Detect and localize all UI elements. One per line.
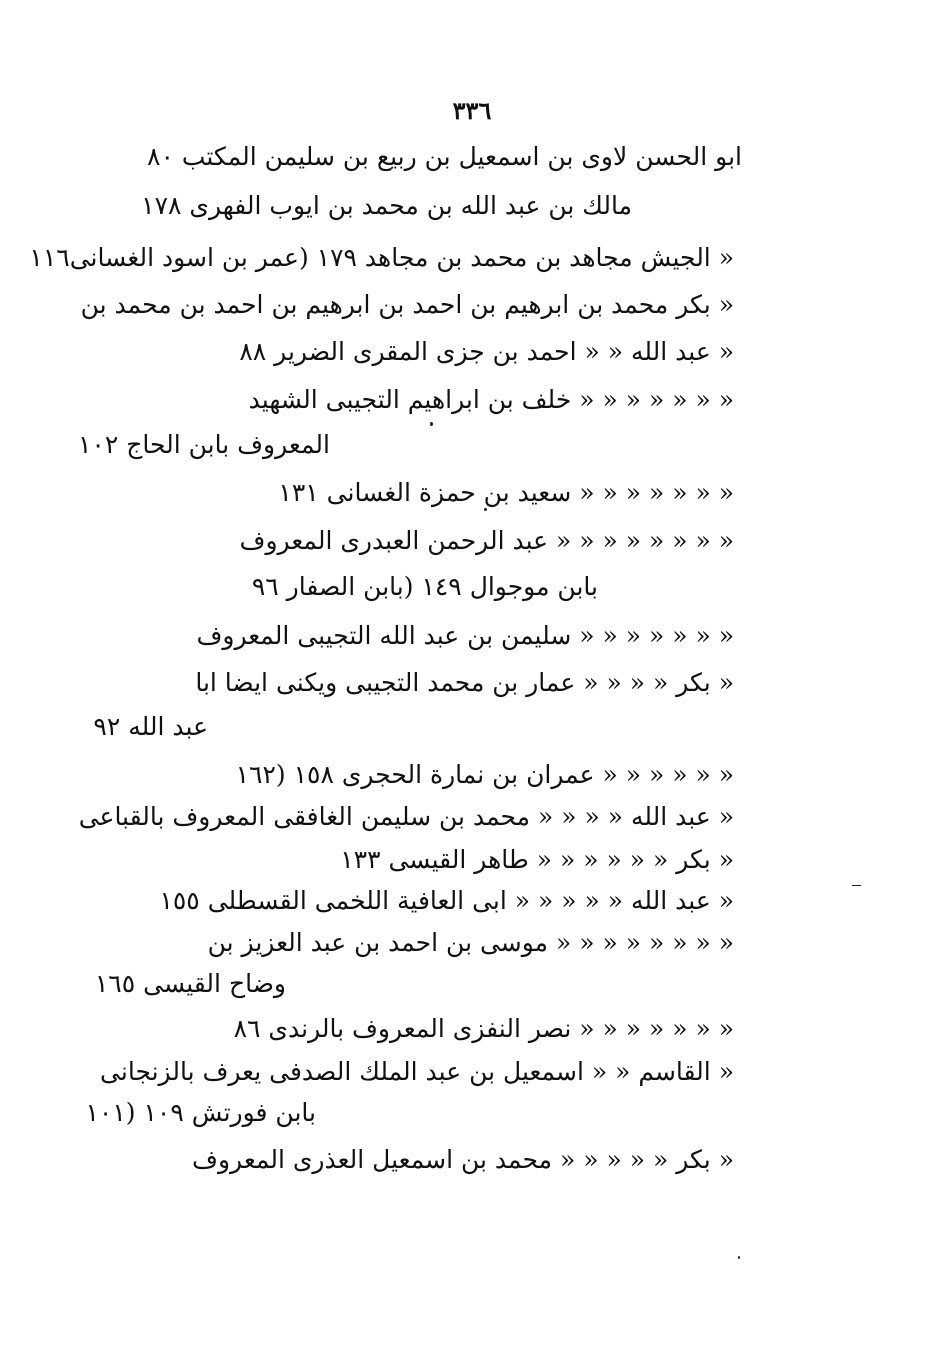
text-line: « عبد الله « « « « محمد بن سليمن الغافقى المعروف بالقباعى	[78, 802, 734, 831]
text-line: ابو الحسن لاوى بن اسمعيل بن ربيع بن سليمن المكتب ٨٠	[147, 142, 742, 171]
text-line: المعروف بابن الحاج ١٠٢	[77, 430, 330, 459]
text-line: « « « « « « « « موسى بن احمد بن عبد العزيز بن	[207, 928, 734, 957]
text-line: « القاسم « « اسمعيل بن عبد الملك الصدفى يعرف بالزنجانى	[100, 1057, 734, 1086]
text-line: مالك بن عبد الله بن محمد بن ايوب الفهرى ١٧٨	[141, 191, 632, 220]
text-line: « بكر محمد بن ابرهيم بن احمد بن ابرهيم بن احمد بن محمد بن	[80, 290, 734, 319]
text-line: « « « « « « « سليمن بن عبد الله التجيبى المعروف	[196, 621, 734, 650]
text-line: « « « « « « « « عبد الرحمن العبدرى المعروف	[239, 526, 734, 555]
scan-speck	[484, 508, 487, 511]
text-line: « « « « « « « خلف بن ابراهيم التجيبى الشهيد	[248, 385, 734, 414]
text-line: عبد الله ٩٢	[93, 712, 208, 741]
scan-speck	[430, 422, 433, 426]
scan-speck	[738, 1256, 740, 1259]
page-number: ٣٣٦	[452, 96, 492, 125]
text-line: « « « « « « « سعيد بن حمزة الغسانى ١٣١	[278, 478, 734, 507]
text-line: بابن فورتش ١٠٩ (١٠١	[85, 1098, 316, 1127]
text-line: بابن موجوال ١٤٩ (بابن الصفار ٩٦	[251, 572, 598, 601]
text-line: « بكر « « « « عمار بن محمد التجيبى ويكنى ايضا ابا	[195, 668, 734, 697]
text-line: « بكر « « « « « محمد بن اسمعيل العذرى المعروف	[192, 1145, 734, 1174]
text-line: « « « « « « « نصر النفزى المعروف بالرندى ٨٦	[233, 1014, 734, 1043]
scan-speck	[852, 885, 861, 886]
text-line: « بكر « « « « « « طاهر القيسى ١٣٣	[340, 845, 734, 874]
text-line: « الجيش مجاهد بن محمد بن مجاهد ١٧٩ (عمر بن اسود الغسانى١١٦	[29, 243, 734, 272]
text-line: « عبد الله « « احمد بن جزى المقرى الضرير ٨٨	[239, 337, 734, 366]
text-line: « عبد الله « « « « « ابى العافية اللخمى القسطلى ١٥٥	[159, 886, 734, 915]
text-line: وضاح القيسى ١٦٥	[94, 969, 286, 998]
text-line: « « « « « « عمران بن نمارة الحجرى ١٥٨ (١٦٢	[235, 760, 734, 789]
